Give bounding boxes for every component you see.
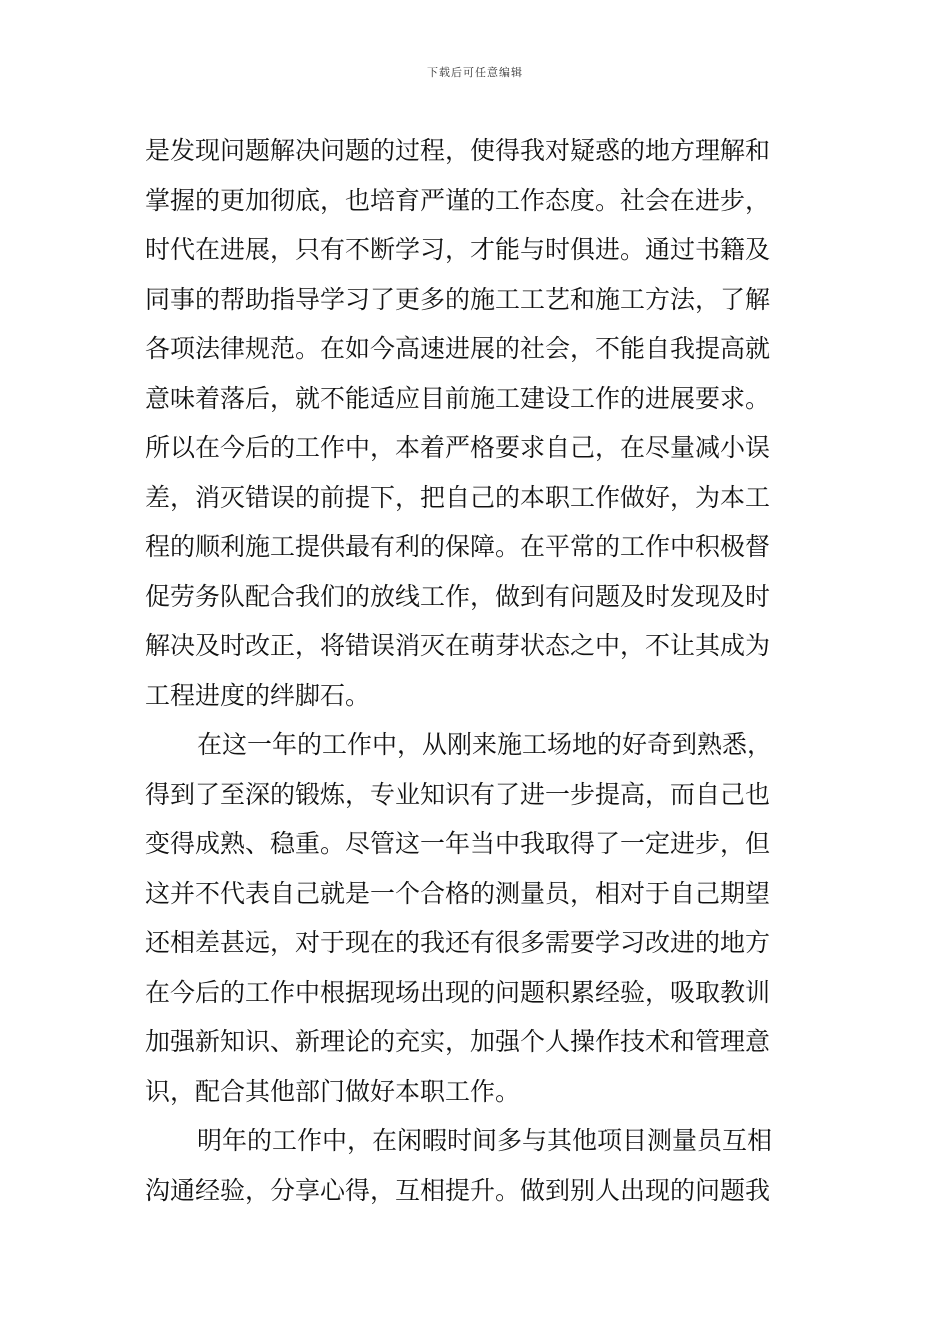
text-line: 是发现问题解决问题的过程，使得我对疑惑的地方理解和: [145, 136, 771, 165]
text-line: 识，配合其他部门做好本职工作。: [145, 1076, 521, 1106]
text-line: 沟通经验，分享心得，互相提升。做到别人出现的问题我: [145, 1175, 771, 1205]
text-line: 时代在进展，只有不断学习，才能与时俱进。通过书籍及: [145, 235, 771, 264]
paragraph-3: [145, 1116, 810, 1215]
text-line: 得到了至深的锻炼，专业知识有了进一步提高，而自己也: [145, 779, 771, 809]
text-line: 所以在今后的工作中，本着严格要求自己，在尽量减小误: [145, 433, 771, 462]
text-line: 程的顺利施工提供最有利的保障。在平常的工作中积极督: [145, 532, 771, 561]
text-line: 在今后的工作中根据现场出现的问题积累经验，吸取教训: [145, 977, 771, 1007]
text-line: 加强新知识、新理论的充实，加强个人操作技术和管理意: [145, 1027, 771, 1056]
text-line: 工程进度的绊脚石。: [145, 680, 371, 710]
document-body: [145, 126, 810, 1215]
text-line-indented: 明年的工作中，在闲暇时间多与其他项目测量员互相: [197, 1126, 773, 1155]
text-line: 意味着落后，就不能适应目前施工建设工作的进展要求。: [145, 383, 771, 413]
text-line: 同事的帮助指导学习了更多的施工工艺和施工方法，了解: [145, 284, 771, 314]
text-line: 各项法律规范。在如今高速进展的社会，不能自我提高就: [145, 334, 771, 363]
text-line: 还相差甚远，对于现在的我还有很多需要学习改进的地方: [145, 928, 771, 957]
text-line: 变得成熟、稳重。尽管这一年当中我取得了一定进步，但: [145, 829, 771, 858]
text-line: 差，消灭错误的前提下，把自己的本职工作做好，为本工: [145, 482, 771, 512]
text-line: 掌握的更加彻底，也培育严谨的工作态度。社会在进步，: [145, 185, 771, 215]
text-line: 解决及时改正，将错误消灭在萌芽状态之中，不让其成为: [145, 631, 771, 660]
text-line: 促劳务队配合我们的放线工作，做到有问题及时发现及时: [145, 581, 771, 611]
paragraph-2: [145, 720, 810, 1116]
text-line: 这并不代表自己就是一个合格的测量员，相对于自己期望: [145, 878, 771, 908]
paragraph-1: [145, 126, 810, 720]
page-header-note: 下载后可任意编辑: [427, 66, 523, 79]
text-line-indented: 在这一年的工作中，从刚来施工场地的好奇到熟悉，: [197, 730, 773, 759]
